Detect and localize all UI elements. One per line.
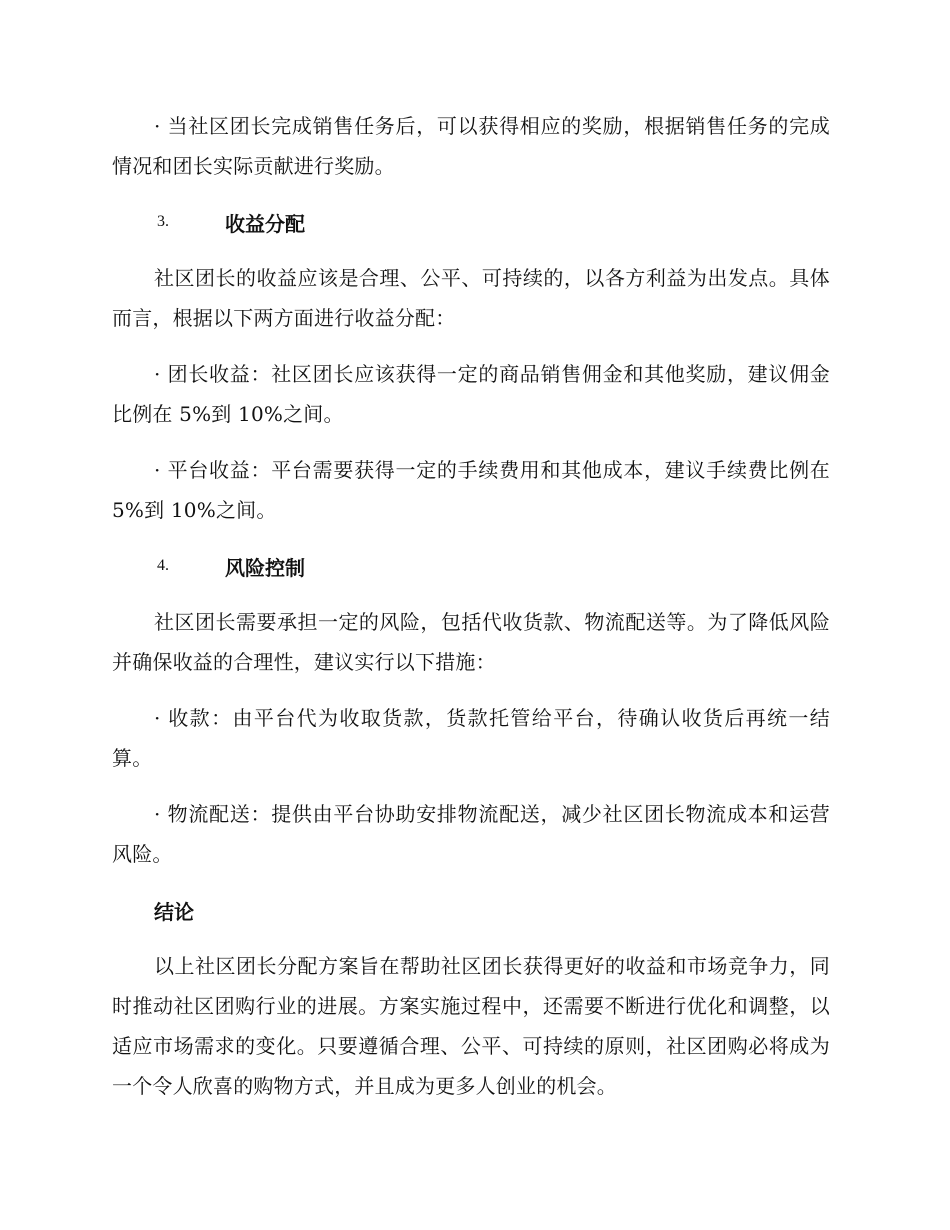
section-heading-revenue xyxy=(112,202,830,242)
platform-revenue-bullet: · 平台收益：平台需要获得一定的手续费用和其他成本，建议手续费比例在 5%到 10%之间。 xyxy=(112,458,830,522)
revenue-intro-paragraph: 社区团长的收益应该是合理、公平、可持续的，以各方利益为出发点。具体而言，根据以下两方面进行收益分配： xyxy=(112,266,830,330)
logistics-bullet: · 物流配送：提供由平台协助安排物流配送，减少社区团长物流成本和运营风险。 xyxy=(112,802,830,866)
payment-bullet: · 收款：由平台代为收取货款，货款托管给平台，待确认收货后再统一结算。 xyxy=(112,706,830,770)
section-number: 4. xyxy=(157,557,169,574)
conclusion-paragraph: 以上社区团长分配方案旨在帮助社区团长获得更好的收益和市场竞争力，同时推动社区团购行业的进展。方案实施过程中，还需要不断进行优化和调整，以适应市场需求的变化。只要遵循合理、公平、可持续的原则，社区团购必将成为一个令人欣喜的购物方式，并且成为更多人创业的机会。 xyxy=(112,954,830,1098)
leader-revenue-bullet: · 团长收益：社区团长应该获得一定的商品销售佣金和其他奖励，建议佣金比例在 5%到 10%之间。 xyxy=(112,362,830,426)
section-heading-risk xyxy=(112,546,830,586)
section-title: 收益分配 xyxy=(225,211,305,236)
document-body xyxy=(112,106,830,1122)
section-number: 3. xyxy=(157,213,169,230)
reward-bullet-paragraph: · 当社区团长完成销售任务后，可以获得相应的奖励，根据销售任务的完成情况和团长实际贡献进行奖励。 xyxy=(112,114,830,178)
section-heading-conclusion xyxy=(112,890,830,930)
risk-intro-paragraph: 社区团长需要承担一定的风险，包括代收货款、物流配送等。为了降低风险并确保收益的合理性，建议实行以下措施： xyxy=(112,610,830,674)
section-title: 风险控制 xyxy=(225,555,305,580)
section-title: 结论 xyxy=(154,899,194,924)
